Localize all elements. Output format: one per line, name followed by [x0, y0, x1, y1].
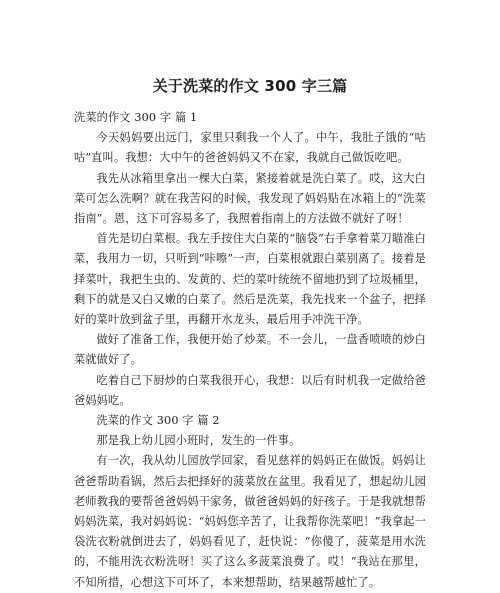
- document-title: 关于洗菜的作文 300 字三篇: [152, 77, 348, 95]
- section-2-paragraph: 那是我上幼儿园小班时，发生的一件事。: [96, 434, 301, 448]
- section-1-paragraph: 今天妈妈要出远门，家里只剩我一个人了。中午，我肚子饿的“咕咕”直叫。我想：大中午的爸爸妈妈又不在家，我就自己做饭吃吧。: [74, 131, 426, 165]
- section-1-paragraph: 首先是切白菜根。我左手按住大白菜的“脑袋”右手拿着菜刀瞄准白菜，我用力一切，只听到“咔嚓”一声，白菜根就跟白菜别离了。接着是择菜叶，我把生虫的、发黄的、烂的菜叶统统不留地扔到了垃圾桶里，剩下的就是又白又嫩的白菜了。然后是洗菜，我先找来一个盆子，把择好的菜叶放到盆子里，再翻开水龙头，最后用手冲洗干净。: [74, 232, 426, 327]
- section-2-heading: 洗菜的作文 300 字 篇 2: [96, 414, 220, 428]
- section-1-paragraph: 做好了准备工作，我便开始了炒菜。不一会儿，一盘香喷喷的炒白菜就做好了。: [74, 333, 426, 367]
- article-body: [74, 108, 426, 593]
- section-2-paragraph: 有一次，我从幼儿园放学回家，看见慈祥的妈妈正在做饭。妈妈让爸爸帮助看锅，然后去把择好的菠菜放在盆里。我看见了，想起幼儿园老师教我的要帮爸爸妈妈干家务，做爸爸妈妈的好孩子。于是我就想帮妈妈洗菜，我对妈妈说：“妈妈您辛苦了，让我帮你洗菜吧！”我拿起一袋洗衣粉就倒进去了，妈妈看见了，赶快说：“你傻了，菠菜是用水洗的，不能用洗衣粉洗呀！买了这么多菠菜浪费了。哎！”我站在那里，不知所措，心想这下可坏了，本来想帮助，结果越帮越忙了。: [74, 454, 426, 589]
- section-1-paragraph: 我先从冰箱里拿出一棵大白菜，紧接着就是洗白菜了。哎，这大白菜可怎么洗啊？就在我苦闷的时候，我发现了妈妈贴在冰箱上的“洗菜指南”。恩，这下可容易多了，我照着指南上的方法做不就好了呀！: [74, 171, 426, 226]
- section-1-heading: 洗菜的作文 300 字 篇 1: [74, 111, 198, 124]
- section-1-paragraph: 吃着自己下厨炒的白菜我很开心，我想：以后有时机我一定做给爸爸妈妈吃。: [74, 373, 426, 407]
